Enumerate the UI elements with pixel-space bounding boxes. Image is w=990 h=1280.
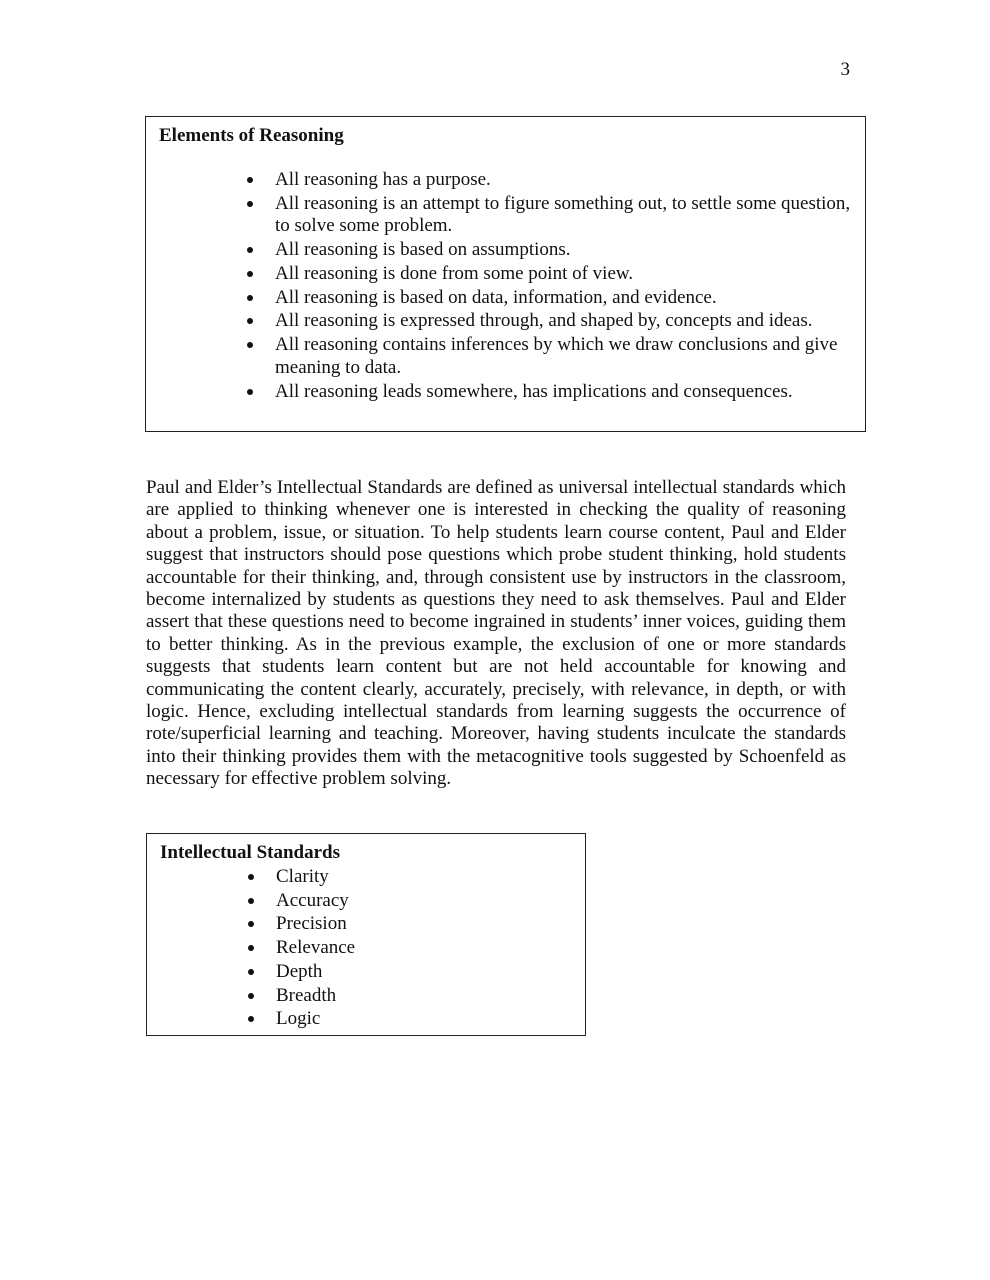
- intellectual-standards-list: [147, 865, 585, 1031]
- intellectual-standards-title: Intellectual Standards: [160, 842, 340, 863]
- list-item: [146, 310, 865, 333]
- list-item-text: All reasoning is based on assumptions.: [275, 239, 571, 261]
- bullet-icon: [248, 898, 254, 904]
- list-item-text: Depth: [276, 960, 323, 982]
- bullet-icon: [248, 969, 254, 975]
- list-item: [146, 193, 865, 238]
- list-item: [147, 1007, 585, 1031]
- elements-of-reasoning-list: [146, 169, 865, 404]
- bullet-icon: [247, 389, 253, 395]
- list-item-text: All reasoning is done from some point of view.: [275, 262, 634, 284]
- elements-of-reasoning-title: Elements of Reasoning: [159, 125, 344, 146]
- list-item: [146, 169, 865, 192]
- bullet-icon: [247, 342, 253, 348]
- list-item: [147, 865, 585, 889]
- list-item: [147, 889, 585, 913]
- bullet-icon: [247, 177, 253, 183]
- bullet-icon: [247, 201, 253, 207]
- page-number: 3: [840, 59, 850, 80]
- list-item-text: All reasoning leads somewhere, has implications and consequences.: [275, 380, 793, 402]
- list-item: [146, 239, 865, 262]
- list-item-text: All reasoning is an attempt to figure something out, to settle some question, to solve some problem.: [275, 192, 851, 237]
- list-item-text: Logic: [276, 1008, 321, 1030]
- bullet-icon: [247, 295, 253, 301]
- elements-of-reasoning-box: [145, 116, 866, 432]
- list-item: [146, 287, 865, 310]
- bullet-icon: [247, 271, 253, 277]
- bullet-icon: [247, 247, 253, 253]
- bullet-icon: [248, 1016, 254, 1022]
- list-item: [146, 381, 865, 404]
- list-item-text: All reasoning is based on data, information, and evidence.: [275, 286, 717, 308]
- list-item: [147, 936, 585, 960]
- body-paragraph: Paul and Elder’s Intellectual Standards are defined as universal intellectual standards which are applied to thinking whenever one is interested in checking the quality of reasoning about a problem, issue, or situation. To help students learn course content, Paul and Elder suggest that instructors should pose questions which probe student thinking, hold students accountable for their thinking, and, through consistent use by instructors in the classroom, become internalized by students as questions they need to ask themselves. Paul and Elder assert that these questions need to become ingrained in students’ inner voices, guiding them to better thinking. As in the previous example, the exclusion of one or more standards suggests that students learn content but are not held accountable for knowing and communicating the content clearly, accurately, precisely, with relevance, in depth, or with logic. Hence, excluding intellectual standards from learning suggests the occurrence of rote/superficial learning and teaching. Moreover, having students inculcate the standards into their thinking provides them with the metacognitive tools suggested by Schoenfeld as necessary for effective problem solving.: [146, 477, 846, 790]
- list-item-text: Accuracy: [276, 889, 349, 911]
- list-item-text: All reasoning is expressed through, and shaped by, concepts and ideas.: [275, 310, 813, 332]
- list-item: [146, 334, 865, 379]
- list-item: [147, 984, 585, 1008]
- list-item-text: Breadth: [276, 984, 337, 1006]
- bullet-icon: [247, 318, 253, 324]
- list-item: [147, 960, 585, 984]
- list-item-text: All reasoning has a purpose.: [275, 169, 491, 190]
- intellectual-standards-box: [146, 833, 586, 1036]
- list-item: [146, 263, 865, 286]
- bullet-icon: [248, 921, 254, 927]
- list-item: [147, 912, 585, 936]
- bullet-icon: [248, 945, 254, 951]
- bullet-icon: [248, 993, 254, 999]
- list-item-text: All reasoning contains inferences by which we draw conclusions and give meaning to data.: [275, 334, 838, 378]
- bullet-icon: [248, 874, 254, 880]
- list-item-text: Precision: [276, 913, 347, 935]
- list-item-text: Clarity: [276, 866, 329, 887]
- list-item-text: Relevance: [276, 937, 356, 959]
